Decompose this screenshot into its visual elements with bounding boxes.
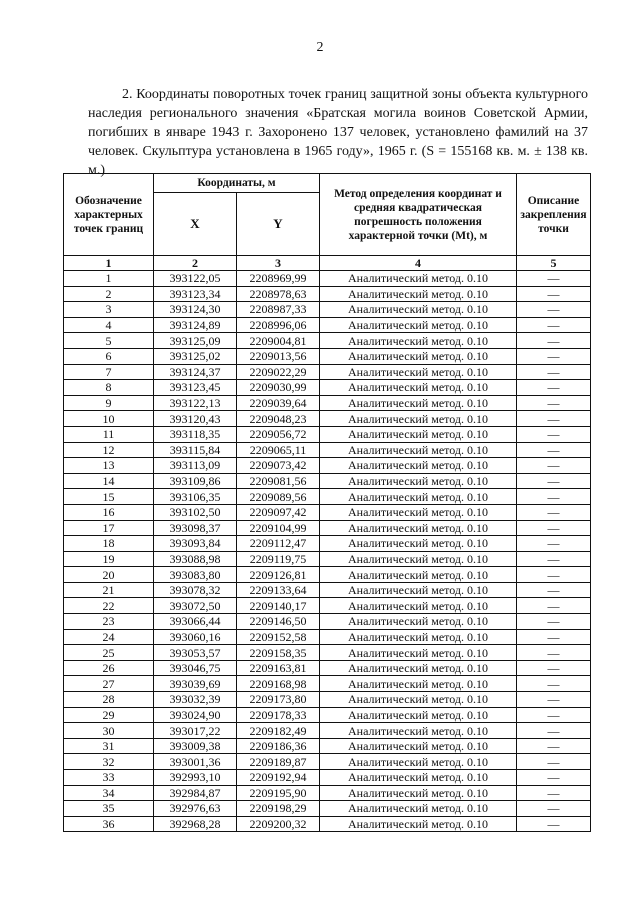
y-coordinate-cell: 2208996,06 bbox=[237, 317, 320, 333]
method-cell: Аналитический метод. 0.10 bbox=[320, 348, 517, 364]
point-number-cell: 4 bbox=[64, 317, 154, 333]
x-coordinate-cell: 393109,86 bbox=[154, 473, 237, 489]
x-coordinate-cell: 393072,50 bbox=[154, 598, 237, 614]
table-row bbox=[64, 754, 591, 770]
point-number-cell: 6 bbox=[64, 348, 154, 364]
x-coordinate-cell: 393009,38 bbox=[154, 738, 237, 754]
table-row bbox=[64, 676, 591, 692]
column-number: 2 bbox=[154, 256, 237, 271]
description-cell: — bbox=[517, 473, 591, 489]
y-coordinate-cell: 2209133,64 bbox=[237, 582, 320, 598]
method-cell: Аналитический метод. 0.10 bbox=[320, 707, 517, 723]
point-number-cell: 21 bbox=[64, 582, 154, 598]
x-coordinate-cell: 393115,84 bbox=[154, 442, 237, 458]
y-coordinate-cell: 2209146,50 bbox=[237, 614, 320, 630]
x-coordinate-cell: 393118,35 bbox=[154, 426, 237, 442]
method-cell: Аналитический метод. 0.10 bbox=[320, 317, 517, 333]
method-cell: Аналитический метод. 0.10 bbox=[320, 333, 517, 349]
point-number-cell: 28 bbox=[64, 692, 154, 708]
header-point-designation: Обозначение характерных точек границ bbox=[64, 174, 154, 256]
x-coordinate-cell: 392993,10 bbox=[154, 770, 237, 786]
point-number-cell: 14 bbox=[64, 473, 154, 489]
y-coordinate-cell: 2209119,75 bbox=[237, 551, 320, 567]
method-cell: Аналитический метод. 0.10 bbox=[320, 364, 517, 380]
description-cell: — bbox=[517, 458, 591, 474]
y-coordinate-cell: 2209022,29 bbox=[237, 364, 320, 380]
point-number-cell: 5 bbox=[64, 333, 154, 349]
point-number-cell: 25 bbox=[64, 645, 154, 661]
y-coordinate-cell: 2209112,47 bbox=[237, 536, 320, 552]
method-cell: Аналитический метод. 0.10 bbox=[320, 395, 517, 411]
y-coordinate-cell: 2209186,36 bbox=[237, 738, 320, 754]
description-cell: — bbox=[517, 536, 591, 552]
method-cell: Аналитический метод. 0.10 bbox=[320, 598, 517, 614]
description-cell: — bbox=[517, 302, 591, 318]
description-cell: — bbox=[517, 442, 591, 458]
description-cell: — bbox=[517, 504, 591, 520]
method-cell: Аналитический метод. 0.10 bbox=[320, 458, 517, 474]
point-number-cell: 11 bbox=[64, 426, 154, 442]
point-number-cell: 16 bbox=[64, 504, 154, 520]
table-row bbox=[64, 801, 591, 817]
description-cell: — bbox=[517, 567, 591, 583]
description-cell: — bbox=[517, 738, 591, 754]
method-cell: Аналитический метод. 0.10 bbox=[320, 660, 517, 676]
point-number-cell: 32 bbox=[64, 754, 154, 770]
description-cell: — bbox=[517, 317, 591, 333]
y-coordinate-cell: 2209089,56 bbox=[237, 489, 320, 505]
description-cell: — bbox=[517, 785, 591, 801]
method-cell: Аналитический метод. 0.10 bbox=[320, 614, 517, 630]
description-cell: — bbox=[517, 629, 591, 645]
page-number: 2 bbox=[316, 40, 324, 55]
description-cell: — bbox=[517, 770, 591, 786]
description-cell: — bbox=[517, 645, 591, 661]
description-cell: — bbox=[517, 598, 591, 614]
table-row bbox=[64, 286, 591, 302]
y-coordinate-cell: 2208987,33 bbox=[237, 302, 320, 318]
y-coordinate-cell: 2209195,90 bbox=[237, 785, 320, 801]
table-row bbox=[64, 442, 591, 458]
y-coordinate-cell: 2209004,81 bbox=[237, 333, 320, 349]
header-coordinates: Координаты, м bbox=[154, 174, 320, 193]
intro-paragraph: 2. Координаты поворотных точек границ защитной зоны объекта культурного наследия регионального значения «Братская могила воинов Советской Армии, погибших в январе 1943 г. Захоронено 137 человек, установлено фамилий на 37 человек. Скульптура установлена в 1965 году», 1965 г. (S = 155168 кв. м. ± 138 кв. м.) bbox=[88, 87, 588, 178]
method-cell: Аналитический метод. 0.10 bbox=[320, 286, 517, 302]
table-row bbox=[64, 723, 591, 739]
point-number-cell: 7 bbox=[64, 364, 154, 380]
y-coordinate-cell: 2209168,98 bbox=[237, 676, 320, 692]
x-coordinate-cell: 393113,09 bbox=[154, 458, 237, 474]
y-coordinate-cell: 2209158,35 bbox=[237, 645, 320, 661]
table-row bbox=[64, 738, 591, 754]
x-coordinate-cell: 393102,50 bbox=[154, 504, 237, 520]
y-coordinate-cell: 2209163,81 bbox=[237, 660, 320, 676]
y-coordinate-cell: 2208978,63 bbox=[237, 286, 320, 302]
method-cell: Аналитический метод. 0.10 bbox=[320, 551, 517, 567]
description-cell: — bbox=[517, 614, 591, 630]
table-row bbox=[64, 395, 591, 411]
column-number: 4 bbox=[320, 256, 517, 271]
y-coordinate-cell: 2209104,99 bbox=[237, 520, 320, 536]
method-cell: Аналитический метод. 0.10 bbox=[320, 785, 517, 801]
point-number-cell: 23 bbox=[64, 614, 154, 630]
point-number-cell: 9 bbox=[64, 395, 154, 411]
point-number-cell: 22 bbox=[64, 598, 154, 614]
method-cell: Аналитический метод. 0.10 bbox=[320, 536, 517, 552]
method-cell: Аналитический метод. 0.10 bbox=[320, 723, 517, 739]
x-coordinate-cell: 393122,13 bbox=[154, 395, 237, 411]
header-x: X bbox=[154, 193, 237, 256]
x-coordinate-cell: 393098,37 bbox=[154, 520, 237, 536]
point-number-cell: 19 bbox=[64, 551, 154, 567]
x-coordinate-cell: 393123,34 bbox=[154, 286, 237, 302]
table-row bbox=[64, 426, 591, 442]
table-row bbox=[64, 614, 591, 630]
y-coordinate-cell: 2209056,72 bbox=[237, 426, 320, 442]
method-cell: Аналитический метод. 0.10 bbox=[320, 676, 517, 692]
y-coordinate-cell: 2209126,81 bbox=[237, 567, 320, 583]
table-row bbox=[64, 504, 591, 520]
table-row bbox=[64, 411, 591, 427]
table-row bbox=[64, 317, 591, 333]
method-cell: Аналитический метод. 0.10 bbox=[320, 816, 517, 832]
description-cell: — bbox=[517, 754, 591, 770]
x-coordinate-cell: 393124,37 bbox=[154, 364, 237, 380]
point-number-cell: 20 bbox=[64, 567, 154, 583]
description-cell: — bbox=[517, 286, 591, 302]
table-row bbox=[64, 364, 591, 380]
x-coordinate-cell: 393122,05 bbox=[154, 271, 237, 287]
table-body bbox=[64, 271, 591, 832]
y-coordinate-cell: 2209178,33 bbox=[237, 707, 320, 723]
description-cell: — bbox=[517, 801, 591, 817]
table-row bbox=[64, 645, 591, 661]
method-cell: Аналитический метод. 0.10 bbox=[320, 770, 517, 786]
method-cell: Аналитический метод. 0.10 bbox=[320, 754, 517, 770]
y-coordinate-cell: 2209013,56 bbox=[237, 348, 320, 364]
header-y: Y bbox=[237, 193, 320, 256]
method-cell: Аналитический метод. 0.10 bbox=[320, 302, 517, 318]
y-coordinate-cell: 2209173,80 bbox=[237, 692, 320, 708]
method-cell: Аналитический метод. 0.10 bbox=[320, 426, 517, 442]
table-row bbox=[64, 660, 591, 676]
table-row bbox=[64, 598, 591, 614]
table-row bbox=[64, 458, 591, 474]
method-cell: Аналитический метод. 0.10 bbox=[320, 442, 517, 458]
table-row bbox=[64, 333, 591, 349]
description-cell: — bbox=[517, 271, 591, 287]
x-coordinate-cell: 393024,90 bbox=[154, 707, 237, 723]
description-cell: — bbox=[517, 395, 591, 411]
y-coordinate-cell: 2209140,17 bbox=[237, 598, 320, 614]
x-coordinate-cell: 393093,84 bbox=[154, 536, 237, 552]
point-number-cell: 2 bbox=[64, 286, 154, 302]
y-coordinate-cell: 2209030,99 bbox=[237, 380, 320, 396]
x-coordinate-cell: 392976,63 bbox=[154, 801, 237, 817]
method-cell: Аналитический метод. 0.10 bbox=[320, 801, 517, 817]
point-number-cell: 1 bbox=[64, 271, 154, 287]
method-cell: Аналитический метод. 0.10 bbox=[320, 567, 517, 583]
column-number: 5 bbox=[517, 256, 591, 271]
x-coordinate-cell: 393039,69 bbox=[154, 676, 237, 692]
y-coordinate-cell: 2209152,58 bbox=[237, 629, 320, 645]
point-number-cell: 36 bbox=[64, 816, 154, 832]
table-row bbox=[64, 473, 591, 489]
x-coordinate-cell: 393078,32 bbox=[154, 582, 237, 598]
table-row bbox=[64, 567, 591, 583]
table-row bbox=[64, 302, 591, 318]
point-number-cell: 10 bbox=[64, 411, 154, 427]
table-row bbox=[64, 489, 591, 505]
x-coordinate-cell: 392984,87 bbox=[154, 785, 237, 801]
x-coordinate-cell: 393001,36 bbox=[154, 754, 237, 770]
point-number-cell: 29 bbox=[64, 707, 154, 723]
x-coordinate-cell: 393125,02 bbox=[154, 348, 237, 364]
point-number-cell: 33 bbox=[64, 770, 154, 786]
description-cell: — bbox=[517, 348, 591, 364]
x-coordinate-cell: 393120,43 bbox=[154, 411, 237, 427]
x-coordinate-cell: 393123,45 bbox=[154, 380, 237, 396]
point-number-cell: 26 bbox=[64, 660, 154, 676]
header-method: Метод определения координат и средняя квадратическая погрешность положения характерной точки (Мt), м bbox=[320, 174, 517, 256]
y-coordinate-cell: 2209073,42 bbox=[237, 458, 320, 474]
point-number-cell: 8 bbox=[64, 380, 154, 396]
x-coordinate-cell: 393053,57 bbox=[154, 645, 237, 661]
column-number: 3 bbox=[237, 256, 320, 271]
method-cell: Аналитический метод. 0.10 bbox=[320, 411, 517, 427]
table-row bbox=[64, 629, 591, 645]
table-row bbox=[64, 271, 591, 287]
method-cell: Аналитический метод. 0.10 bbox=[320, 504, 517, 520]
point-number-cell: 12 bbox=[64, 442, 154, 458]
x-coordinate-cell: 393017,22 bbox=[154, 723, 237, 739]
description-cell: — bbox=[517, 551, 591, 567]
y-coordinate-cell: 2209192,94 bbox=[237, 770, 320, 786]
x-coordinate-cell: 393088,98 bbox=[154, 551, 237, 567]
y-coordinate-cell: 2209065,11 bbox=[237, 442, 320, 458]
description-cell: — bbox=[517, 692, 591, 708]
column-number: 1 bbox=[64, 256, 154, 271]
method-cell: Аналитический метод. 0.10 bbox=[320, 489, 517, 505]
point-number-cell: 15 bbox=[64, 489, 154, 505]
column-number-row bbox=[64, 256, 591, 271]
table-row bbox=[64, 692, 591, 708]
description-cell: — bbox=[517, 816, 591, 832]
x-coordinate-cell: 393046,75 bbox=[154, 660, 237, 676]
table-row bbox=[64, 536, 591, 552]
method-cell: Аналитический метод. 0.10 bbox=[320, 738, 517, 754]
method-cell: Аналитический метод. 0.10 bbox=[320, 629, 517, 645]
y-coordinate-cell: 2209048,23 bbox=[237, 411, 320, 427]
x-coordinate-cell: 393083,80 bbox=[154, 567, 237, 583]
y-coordinate-cell: 2208969,99 bbox=[237, 271, 320, 287]
x-coordinate-cell: 393124,30 bbox=[154, 302, 237, 318]
table-row bbox=[64, 348, 591, 364]
table-row bbox=[64, 551, 591, 567]
point-number-cell: 17 bbox=[64, 520, 154, 536]
table-header bbox=[64, 174, 591, 271]
description-cell: — bbox=[517, 411, 591, 427]
y-coordinate-cell: 2209198,29 bbox=[237, 801, 320, 817]
description-cell: — bbox=[517, 707, 591, 723]
x-coordinate-cell: 392968,28 bbox=[154, 816, 237, 832]
description-cell: — bbox=[517, 660, 591, 676]
y-coordinate-cell: 2209200,32 bbox=[237, 816, 320, 832]
description-cell: — bbox=[517, 723, 591, 739]
x-coordinate-cell: 393060,16 bbox=[154, 629, 237, 645]
description-cell: — bbox=[517, 380, 591, 396]
method-cell: Аналитический метод. 0.10 bbox=[320, 645, 517, 661]
method-cell: Аналитический метод. 0.10 bbox=[320, 692, 517, 708]
x-coordinate-cell: 393066,44 bbox=[154, 614, 237, 630]
y-coordinate-cell: 2209182,49 bbox=[237, 723, 320, 739]
point-number-cell: 13 bbox=[64, 458, 154, 474]
point-number-cell: 3 bbox=[64, 302, 154, 318]
table-row bbox=[64, 582, 591, 598]
point-number-cell: 31 bbox=[64, 738, 154, 754]
x-coordinate-cell: 393106,35 bbox=[154, 489, 237, 505]
table-row bbox=[64, 770, 591, 786]
coordinates-table-container bbox=[63, 173, 590, 832]
description-cell: — bbox=[517, 333, 591, 349]
x-coordinate-cell: 393125,09 bbox=[154, 333, 237, 349]
x-coordinate-cell: 393032,39 bbox=[154, 692, 237, 708]
method-cell: Аналитический метод. 0.10 bbox=[320, 520, 517, 536]
header-description: Описание закрепления точки bbox=[517, 174, 591, 256]
method-cell: Аналитический метод. 0.10 bbox=[320, 473, 517, 489]
description-cell: — bbox=[517, 364, 591, 380]
y-coordinate-cell: 2209081,56 bbox=[237, 473, 320, 489]
point-number-cell: 24 bbox=[64, 629, 154, 645]
point-number-cell: 35 bbox=[64, 801, 154, 817]
point-number-cell: 34 bbox=[64, 785, 154, 801]
x-coordinate-cell: 393124,89 bbox=[154, 317, 237, 333]
table-row bbox=[64, 520, 591, 536]
table-row bbox=[64, 785, 591, 801]
description-cell: — bbox=[517, 426, 591, 442]
description-cell: — bbox=[517, 582, 591, 598]
method-cell: Аналитический метод. 0.10 bbox=[320, 380, 517, 396]
table-row bbox=[64, 816, 591, 832]
point-number-cell: 18 bbox=[64, 536, 154, 552]
point-number-cell: 30 bbox=[64, 723, 154, 739]
description-cell: — bbox=[517, 489, 591, 505]
y-coordinate-cell: 2209097,42 bbox=[237, 504, 320, 520]
table-row bbox=[64, 380, 591, 396]
method-cell: Аналитический метод. 0.10 bbox=[320, 582, 517, 598]
y-coordinate-cell: 2209189,87 bbox=[237, 754, 320, 770]
method-cell: Аналитический метод. 0.10 bbox=[320, 271, 517, 287]
description-cell: — bbox=[517, 676, 591, 692]
y-coordinate-cell: 2209039,64 bbox=[237, 395, 320, 411]
table-row bbox=[64, 707, 591, 723]
coordinates-table bbox=[63, 173, 591, 832]
description-cell: — bbox=[517, 520, 591, 536]
point-number-cell: 27 bbox=[64, 676, 154, 692]
